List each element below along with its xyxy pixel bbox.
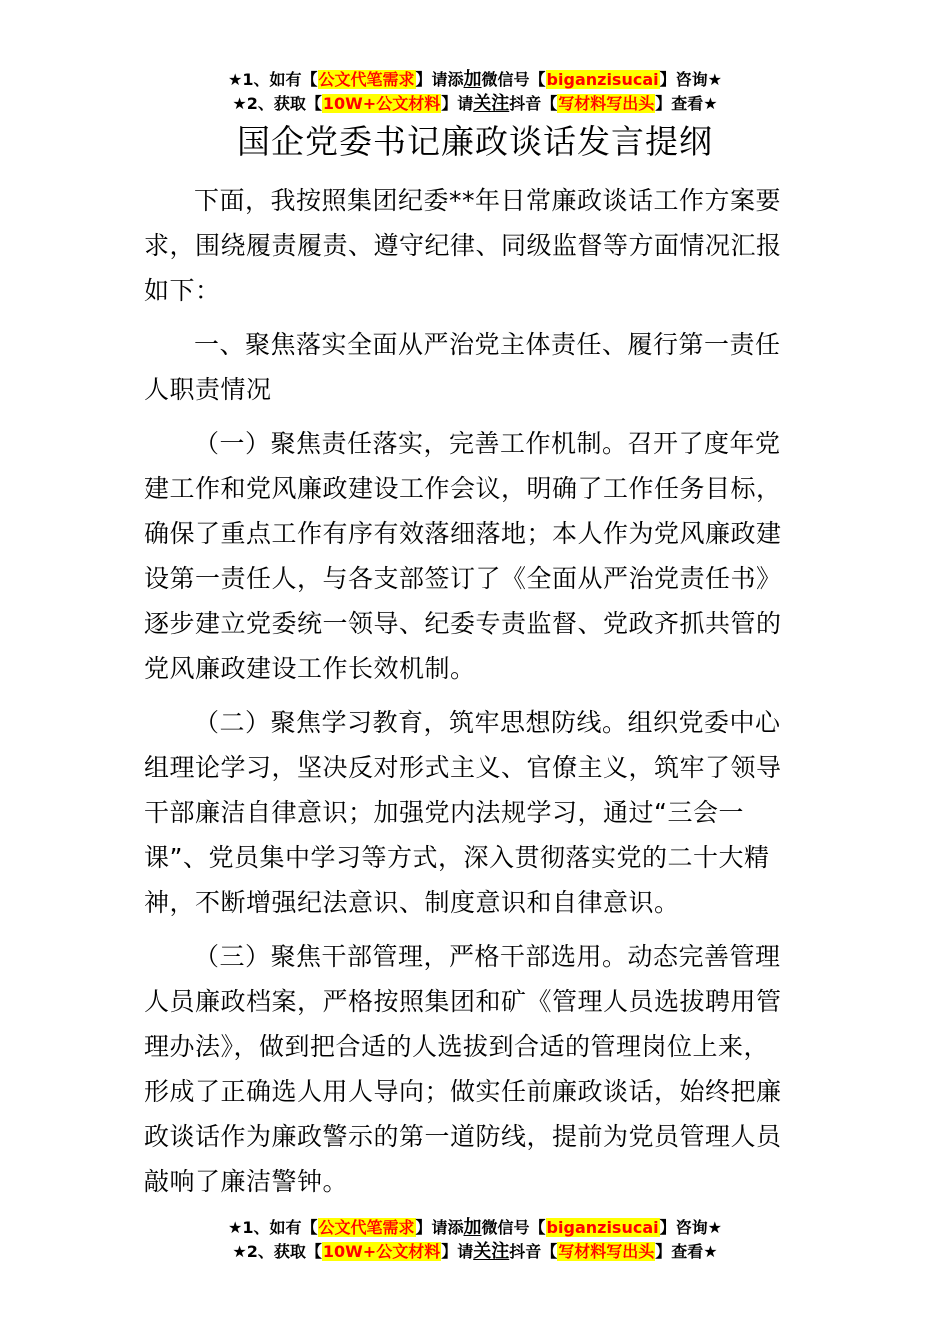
header-banner <box>0 68 950 116</box>
paragraph <box>144 421 808 691</box>
banner-highlight: 10W+公文材料 <box>322 94 441 113</box>
banner-text: 】咨询★ <box>659 70 722 89</box>
paragraph-line: 人员廉政档案，严格按照集团和矿《管理人员选拔聘用管 <box>144 987 782 1016</box>
paragraph-line: （一）聚焦责任落实，完善工作机制。召开了度年党 <box>194 429 781 458</box>
footer-banner <box>0 1216 950 1264</box>
paragraph-line: 如下： <box>144 276 221 305</box>
paragraph-line: 干部廉洁自律意识；加强党内法规学习，通过“三会一 <box>144 798 744 827</box>
banner-line-1 <box>0 1216 950 1240</box>
banner-text: ★2、获取【 <box>232 94 322 113</box>
paragraph-line: 理办法》，做到把合适的人选拔到合适的管理岗位上来， <box>144 1032 770 1061</box>
paragraph-line: （二）聚焦学习教育，筑牢思想防线。组织党委中心 <box>194 708 781 737</box>
banner-highlight: 公文代笔需求 <box>318 70 415 89</box>
banner-underlined: 加 <box>463 1217 482 1238</box>
banner-underlined: 关注 <box>473 1241 510 1262</box>
paragraph-line: 组理论学习，坚决反对形式主义、官僚主义，筑牢了领导 <box>144 753 782 782</box>
banner-text: 微信号【 <box>481 70 546 89</box>
section-heading <box>144 322 808 412</box>
banner-text: ★1、如有【 <box>228 70 318 89</box>
paragraph-line: （三）聚焦干部管理，严格干部选用。动态完善管理 <box>194 942 781 971</box>
paragraph <box>144 700 808 925</box>
banner-text: 】查看★ <box>655 1242 718 1261</box>
banner-text: 】请添 <box>415 1218 464 1237</box>
paragraph-line: 下面，我按照集团纪委**年日常廉政谈话工作方案要 <box>194 186 782 215</box>
paragraph-line: 人职责情况 <box>144 375 272 404</box>
banner-text: 抖音【 <box>509 94 558 113</box>
banner-highlight: 公文代笔需求 <box>318 1218 415 1237</box>
paragraph-line: 求，围绕履责履责、遵守纪律、同级监督等方面情况汇报 <box>144 231 782 260</box>
banner-highlight-douyin: 写材料写出头 <box>558 94 655 113</box>
paragraph-line: 神，不断增强纪法意识、制度意识和自律意识。 <box>144 888 680 917</box>
paragraph-line: 设第一责任人，与各支部签订了《全面从严治党责任书》 <box>144 564 782 593</box>
banner-text: ★1、如有【 <box>228 1218 318 1237</box>
banner-underlined: 关注 <box>473 93 510 114</box>
paragraph-line: 形成了正确选人用人导向；做实任前廉政谈话，始终把廉 <box>144 1077 782 1106</box>
banner-text: 抖音【 <box>509 1242 558 1261</box>
banner-text: 】请 <box>441 1242 474 1261</box>
paragraph-line: 建工作和党风廉政建设工作会议，明确了工作任务目标， <box>144 474 782 503</box>
document-body <box>144 178 808 1213</box>
banner-text: 】请添 <box>415 70 464 89</box>
paragraph-line: 敲响了廉洁警钟。 <box>144 1167 349 1196</box>
paragraph-line: 课”、党员集中学习等方式，深入贯彻落实党的二十大精 <box>144 843 770 872</box>
banner-text: ★2、获取【 <box>232 1242 322 1261</box>
banner-text: 】请 <box>441 94 474 113</box>
banner-text: 】咨询★ <box>659 1218 722 1237</box>
paragraph-line: 一、聚焦落实全面从严治党主体责任、履行第一责任 <box>194 330 781 359</box>
banner-highlight: 10W+公文材料 <box>322 1242 441 1261</box>
banner-text: 】查看★ <box>655 94 718 113</box>
document-title: 国企党委书记廉政谈话发言提纲 <box>237 122 713 161</box>
paragraph <box>144 934 808 1204</box>
paragraph-line: 确保了重点工作有序有效落细落地；本人作为党风廉政建 <box>144 519 782 548</box>
paragraph-line: 逐步建立党委统一领导、纪委专责监督、党政齐抓共管的 <box>144 609 782 638</box>
banner-underlined: 加 <box>463 69 482 90</box>
paragraph-line: 党风廉政建设工作长效机制。 <box>144 654 476 683</box>
paragraph <box>144 178 808 313</box>
banner-highlight-wechat-id: biganzisucai <box>546 1218 659 1237</box>
banner-line-1 <box>0 68 950 92</box>
paragraph-line: 政谈话作为廉政警示的第一道防线，提前为党员管理人员 <box>144 1122 782 1151</box>
banner-line-2 <box>0 92 950 116</box>
banner-line-2 <box>0 1240 950 1264</box>
banner-text: 微信号【 <box>481 1218 546 1237</box>
banner-highlight-douyin: 写材料写出头 <box>558 1242 655 1261</box>
banner-highlight-wechat-id: biganzisucai <box>546 70 659 89</box>
